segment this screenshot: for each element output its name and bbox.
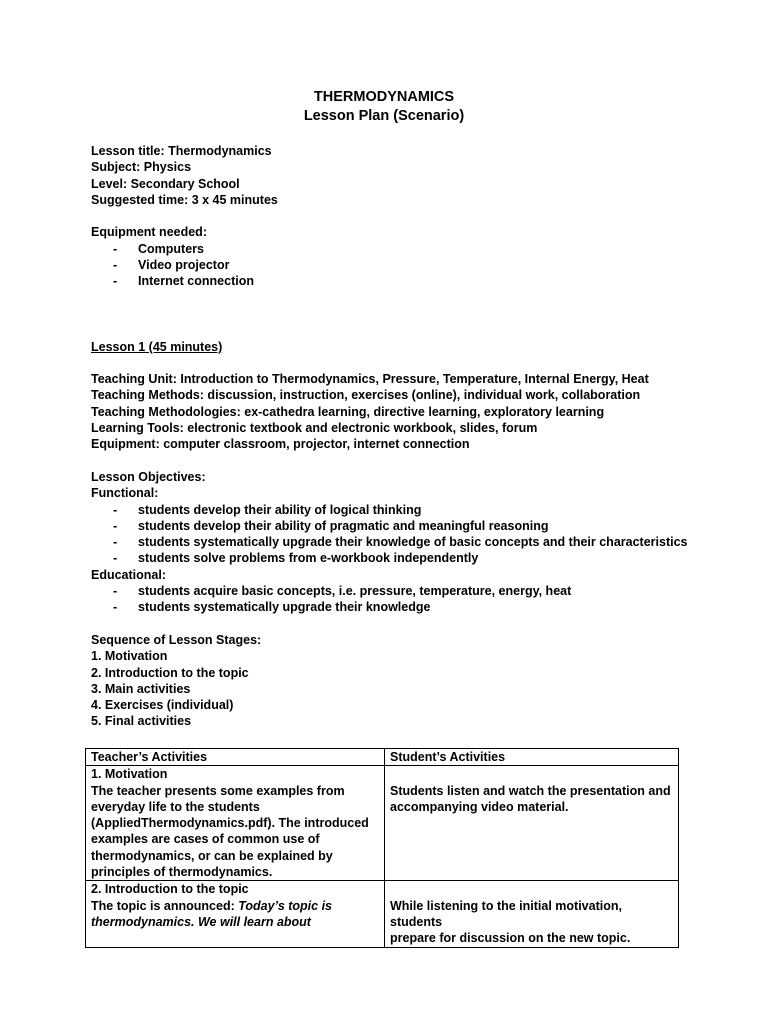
lesson1-heading: Lesson 1 (45 minutes) <box>91 339 223 354</box>
time-line: Suggested time: 3 x 45 minutes <box>91 192 278 207</box>
sequence-heading: Sequence of Lesson Stages: <box>91 632 262 647</box>
list-item: - Computers <box>91 241 681 257</box>
teacher-line: (AppliedThermodynamics.pdf). The introduced <box>91 816 369 831</box>
table-row <box>86 766 679 881</box>
sequence-item: 4. Exercises (individual) <box>91 698 234 713</box>
subject-line: Subject: Physics <box>91 160 192 175</box>
list-item: - students acquire basic concepts, i.e. pressure, temperature, energy, heat <box>91 583 681 599</box>
sequence-item: 2. Introduction to the topic <box>91 665 249 680</box>
stage-title: 1. Motivation <box>91 767 168 782</box>
sequence-item: 3. Main activities <box>91 681 191 696</box>
list-item: - students develop their ability of pragmatic and meaningful reasoning <box>91 518 681 534</box>
sequence-section <box>91 632 681 730</box>
functional-heading: Functional: <box>91 486 159 501</box>
objectives-heading: Lesson Objectives: <box>91 469 206 484</box>
objectives-section <box>91 469 688 616</box>
lesson-title-line: Lesson title: Thermodynamics <box>91 144 272 158</box>
teacher-italic-text: Today’s topic is <box>238 898 333 913</box>
table-row <box>86 881 679 947</box>
functional-list <box>91 502 688 567</box>
educational-heading: Educational: <box>91 567 167 582</box>
sequence-item: 1. Motivation <box>91 649 168 664</box>
list-item: - students solve problems from e-workbook independently <box>91 550 681 566</box>
teacher-cell-motivation <box>86 766 385 881</box>
equipment-heading: Equipment needed: <box>91 225 207 240</box>
sequence-item: 5. Final activities <box>91 714 192 729</box>
level-line: Level: Secondary School <box>91 176 240 191</box>
table-header-row <box>86 749 679 766</box>
document-title: THERMODYNAMICS <box>313 89 455 105</box>
lesson-meta <box>91 143 681 208</box>
list-item: - students systematically upgrade their knowledge <box>91 599 681 615</box>
teacher-italic-text: thermodynamics. We will learn about <box>91 914 311 929</box>
teacher-cell-introduction <box>86 881 385 947</box>
student-text <box>390 881 673 946</box>
teacher-text: The topic is announced: <box>91 898 239 913</box>
teacher-line: examples are cases of common use of <box>91 832 320 847</box>
list-item: - students systematically upgrade their knowledge of basic concepts and their characteristics <box>91 534 681 550</box>
student-cell-introduction <box>385 881 679 947</box>
document-content <box>91 88 688 730</box>
teacher-line: thermodynamics, or can be explained by <box>91 848 333 863</box>
student-text <box>390 766 673 815</box>
teacher-line <box>91 914 379 930</box>
list-item: - Internet connection <box>91 273 681 289</box>
title-block <box>87 88 681 126</box>
student-line: accompanying video material. <box>390 799 569 814</box>
teaching-methodologies-line: Teaching Methodologies: ex-cathedra learning, directive learning, exploratory learning <box>91 404 605 419</box>
student-cell-motivation <box>385 766 679 881</box>
student-line: prepare for discussion on the new topic. <box>390 931 631 946</box>
teacher-line: The teacher presents some examples from <box>91 783 345 798</box>
teacher-line: everyday life to the students <box>91 799 260 814</box>
teaching-methods-line: Teaching Methods: discussion, instruction, exercises (online), individual work, collaboration <box>91 388 641 403</box>
stage-title: 2. Introduction to the topic <box>91 882 249 897</box>
activities-table <box>85 748 679 948</box>
learning-tools-line: Learning Tools: electronic textbook and electronic workbook, slides, forum <box>91 421 538 436</box>
document-subtitle: Lesson Plan (Scenario) <box>303 108 465 124</box>
student-line: While listening to the initial motivation, students <box>390 898 622 929</box>
student-line: Students listen and watch the presentation and <box>390 783 671 798</box>
educational-list <box>91 583 681 616</box>
teaching-unit-line: Teaching Unit: Introduction to Thermodynamics, Pressure, Temperature, Internal Energy, Heat <box>91 372 649 387</box>
teacher-line: principles of thermodynamics. <box>91 865 273 880</box>
header-teacher-activities: Teacher’s Activities <box>86 749 385 766</box>
lesson1-details <box>91 371 681 452</box>
header-student-activities: Student’s Activities <box>385 749 679 766</box>
equipment-section <box>91 224 681 289</box>
equipment-line: Equipment: computer classroom, projector, internet connection <box>91 437 470 452</box>
list-item: - students develop their ability of logical thinking <box>91 502 681 518</box>
equipment-list <box>91 241 681 290</box>
list-item: - Video projector <box>91 257 681 273</box>
teacher-line <box>91 898 379 914</box>
